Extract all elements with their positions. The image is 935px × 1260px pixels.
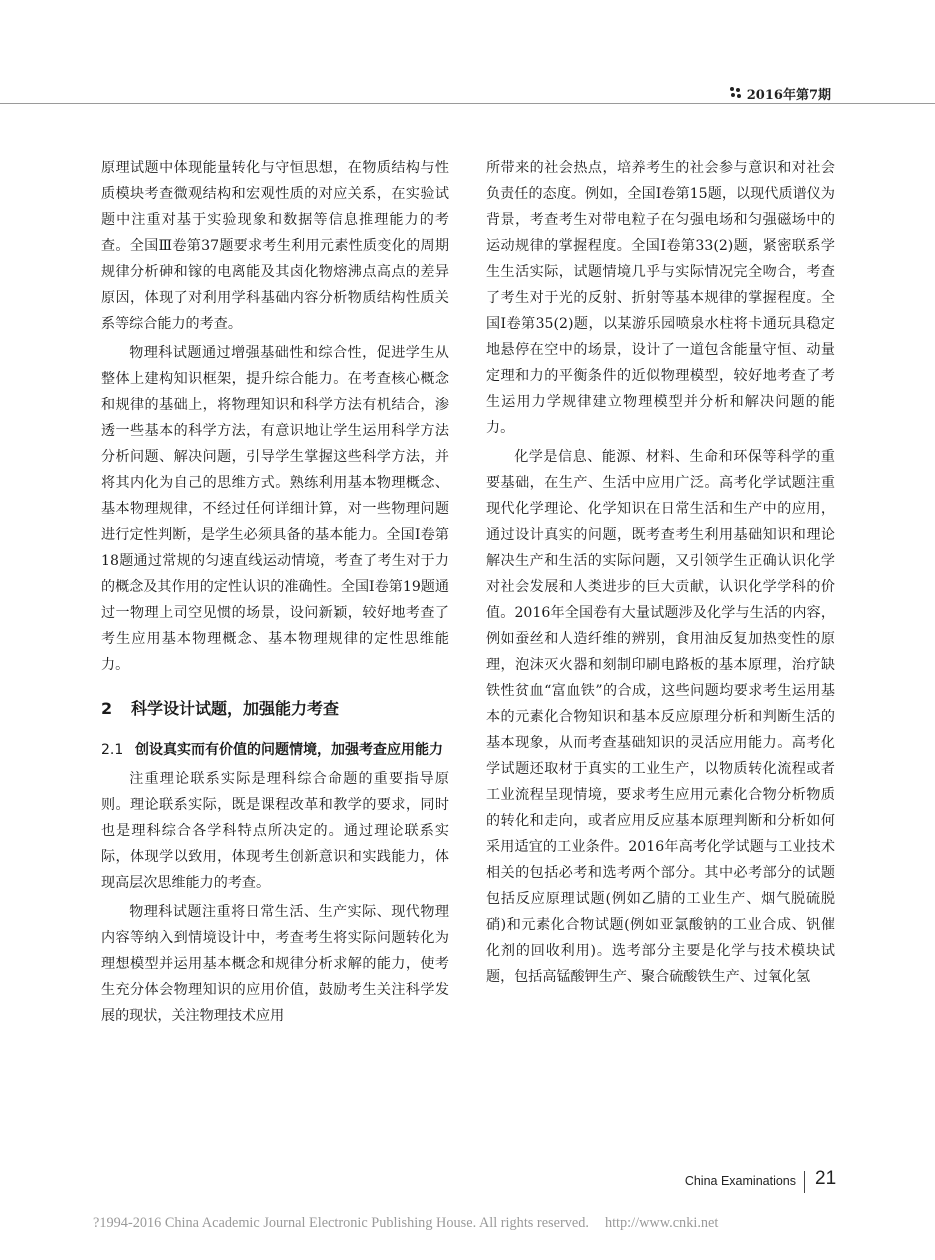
right-paragraph-1: 所带来的社会热点，培养考生的社会参与意识和对社会负责任的态度。例如，全国Ⅰ卷第15题，以现代质谱仪为背景，考查考生对带电粒子在匀强电场和匀强磁场中的运动规律的掌握程度。全国Ⅰ卷第33(2)题，紧密联系学生生活实际，试题情境几乎与实际情况完全吻合，考查了考生对于光的反射、折射等基本规律的掌握程度。全国Ⅰ卷第35(2)题，以某游乐园喷泉水柱将卡通玩具稳定地悬停在空中的场景，设计了一道包含能量守恒、动量定理和力的平衡条件的近似物理模型，较好地考查了考生运用力学规律建立物理模型并分析和解决问题的能力。 <box>486 160 835 436</box>
right-column <box>486 155 835 990</box>
left-paragraph-2: 物理科试题通过增强基础性和综合性，促进学生从整体上建构知识框架，提升综合能力。在考查核心概念和规律的基础上，将物理知识和科学方法有机结合，渗透一些基本的科学方法，有意识地让学生运用科学方法分析问题、解决问题，引导学生掌握这些科学方法，并将其内化为自己的思维方式。熟练利用基本物理概念、基本物理规律，不经过任何详细计算，对一些物理问题进行定性判断，是学生必须具备的基本能力。全国Ⅰ卷第18题通过常规的匀速直线运动情境，考查了考生对于力的概念及其作用的定性认识的准确性。全国Ⅰ卷第19题通过一物理上司空见惯的场景，设问新颖，较好地考查了考生应用基本物理概念、基本物理规律的定性思维能力。 <box>101 345 449 673</box>
section-number: 2 <box>101 699 113 718</box>
left-paragraph-4: 物理科试题注重将日常生活、生产实际、现代物理内容等纳入到情境设计中，考查考生将实际问题转化为理想模型并运用基本概念和规律分析求解的能力，使考生充分体会物理知识的应用价值，鼓励考生关注科学发展的现状，关注物理技术应用 <box>101 904 449 1024</box>
subsection-heading <box>101 737 449 763</box>
subsection-number: 2.1 <box>101 742 124 758</box>
subsection-title: 创设真实而有价值的问题情境，加强考查应用能力 <box>135 742 443 758</box>
left-column <box>101 155 449 1029</box>
issue-dots-icon <box>730 87 742 99</box>
section-heading <box>101 697 449 721</box>
footer-separator <box>804 1171 805 1193</box>
footer-journal-name: China Examinations <box>684 1174 796 1188</box>
right-paragraph-2: 化学是信息、能源、材料、生命和环保等科学的重要基础，在生产、生活中应用广泛。高考化学试题注重现代化学理论、化学知识在日常生活和生产中的应用，通过设计真实的问题，既考查考生利用基础知识和理论解决生产和生活的实际问题，又引领学生正确认识化学对社会发展和人类进步的巨大贡献，认识化学学科的价值。2016年全国卷有大量试题涉及化学与生活的内容，例如蚕丝和人造纤维的辨别，食用油反复加热变性的原理，泡沫灭火器和刻制印刷电路板的基本原理，治疗缺铁性贫血“富血铁”的合成，这些问题均要求考生运用基本的元素化合物知识和基本反应原理分析和判断生活的基本现象，从而考查基础知识的灵活应用能力。高考化学试题还取材于真实的工业生产，以物质转化流程或者工业流程呈现情境，要求考生应用元素化合物分析物质的转化和走向，或者应用反应基本原理判断和分析如何采用适宜的工业条件。2016年高考化学试题与工业技术相关的包括必考和选考两个部分。其中必考部分的试题包括反应原理试题(例如乙腈的工业生产、烟气脱硫脱硝)和元素化合物试题(例如亚氯酸钠的工业合成、钒催化剂的回收利用)。选考部分主要是化学与技术模块试题，包括高锰酸钾生产、聚合硫酸铁生产、过氧化氢 <box>486 449 835 985</box>
left-paragraph-3: 注重理论联系实际是理科综合命题的重要指导原则。理论联系实际，既是课程改革和教学的要求，同时也是理科综合各学科特点所决定的。通过理论联系实际，体现学以致用，体现考生创新意识和实践能力，体现高层次思维能力的考查。 <box>101 771 449 891</box>
copyright-line <box>93 1215 718 1232</box>
copyright-url[interactable]: http://www.cnki.net <box>604 1215 719 1231</box>
left-paragraph-1: 原理试题中体现能量转化与守恒思想，在物质结构与性质模块考查微观结构和宏观性质的对应关系，在实验试题中注重对基于实验现象和数据等信息推理能力的考查。全国Ⅲ卷第37题要求考生利用元素性质变化的周期规律分析砷和镓的电离能及其卤化物熔沸点高点的差异原因，体现了对利用学科基础内容分析物质结构性质关系等综合能力的考查。 <box>101 160 449 332</box>
copyright-text: ?1994-2016 China Academic Journal Electronic Publishing House. All rights reserved. <box>93 1215 589 1231</box>
footer-page-number: 21 <box>815 1168 837 1189</box>
issue-label: 2016年第7期 <box>746 88 831 103</box>
header-rule <box>0 103 935 104</box>
section-title: 科学设计试题，加强能力考查 <box>131 699 340 718</box>
